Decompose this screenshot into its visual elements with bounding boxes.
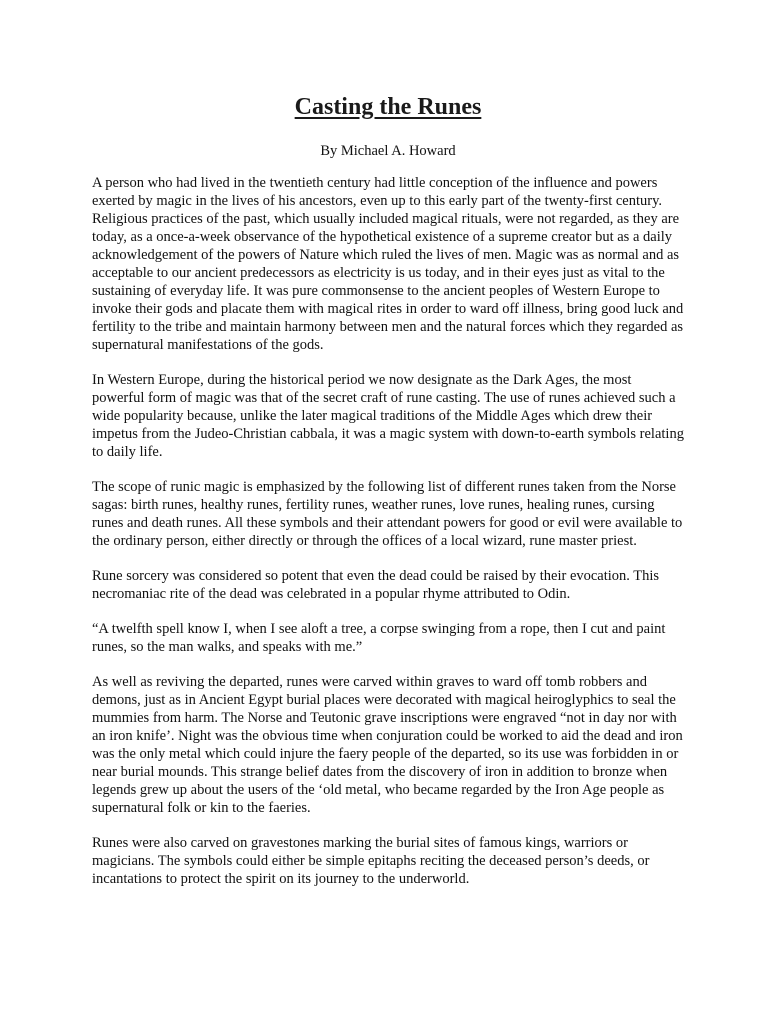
paragraph: The scope of runic magic is emphasized by the following list of different runes taken from the Norse sagas: birth runes, healthy runes, fertility runes, weather runes, love runes, healing runes, cursing runes and death runes. All these symbols and their attendant powers for good or evil were available to the ordinary person, either directly or through the offices of a local wizard, rune master priest. [92,479,683,549]
quote-paragraph: “A twelfth spell know I, when I see aloft a tree, a corpse swinging from a rope, then I cut and paint runes, so the man walks, and speaks with me.” [92,621,666,655]
paragraph: A person who had lived in the twentieth century had little conception of the influence and powers exerted by magic in the lives of his ancestors, even up to this early part of the twenty-first century. Religious practices of the past, which usually included magical rituals, were not regarded, as they are today, as a once-a-week observance of the hypothetical existence of a supreme creator but as a daily acknowledgement of the powers of Nature which ruled the lives of men. Magic was as normal and as acceptable to our ancient predecessors as electricity is us today, and in their eyes just as vital to the sustaining of everyday life. It was pure commonsense to the ancient peoples of Western Europe to invoke their gods and placate them with magical rites in order to ward off illness, bring good luck and fertility to the tribe and maintain harmony between men and the natural forces which they regarded as supernatural manifestations of the gods. [92,175,684,353]
document-title: Casting the Runes [294,94,482,120]
author-byline: By Michael A. Howard [320,143,456,159]
paragraph: In Western Europe, during the historical period we now designate as the Dark Ages, the most powerful form of magic was that of the secret craft of rune casting. The use of runes achieved such a wide popularity because, unlike the later magical traditions of the Middle Ages which drew their impetus from the Judeo-Christian cabbala, it was a magic system with down-to-earth symbols relating to daily life. [92,372,684,460]
paragraph: Runes were also carved on gravestones marking the burial sites of famous kings, warriors or magicians. The symbols could either be simple epitaphs reciting the deceased person’s deeds, or incantations to protect the spirit on its journey to the underworld. [92,835,650,887]
paragraph: Rune sorcery was considered so potent that even the dead could be raised by their evocation. This necromaniac rite of the dead was celebrated in a popular rhyme attributed to Odin. [92,568,660,602]
paragraph: As well as reviving the departed, runes were carved within graves to ward off tomb robbers and demons, just as in Ancient Egypt burial places were decorated with magical heiroglyphics to seal the mummies from harm. The Norse and Teutonic grave inscriptions were engraved “not in day nor with an iron knife’. Night was the obvious time when conjuration could be worked to aid the dead and iron was the only metal which could injure the faery people of the departed, so its use was forbidden in or near burial mounds. This strange belief dates from the discovery of iron in addition to bronze when legends grew up about the users of the ‘old metal, who became regarded by the Iron Age people as supernatural folk or kin to the faeries. [92,674,683,816]
